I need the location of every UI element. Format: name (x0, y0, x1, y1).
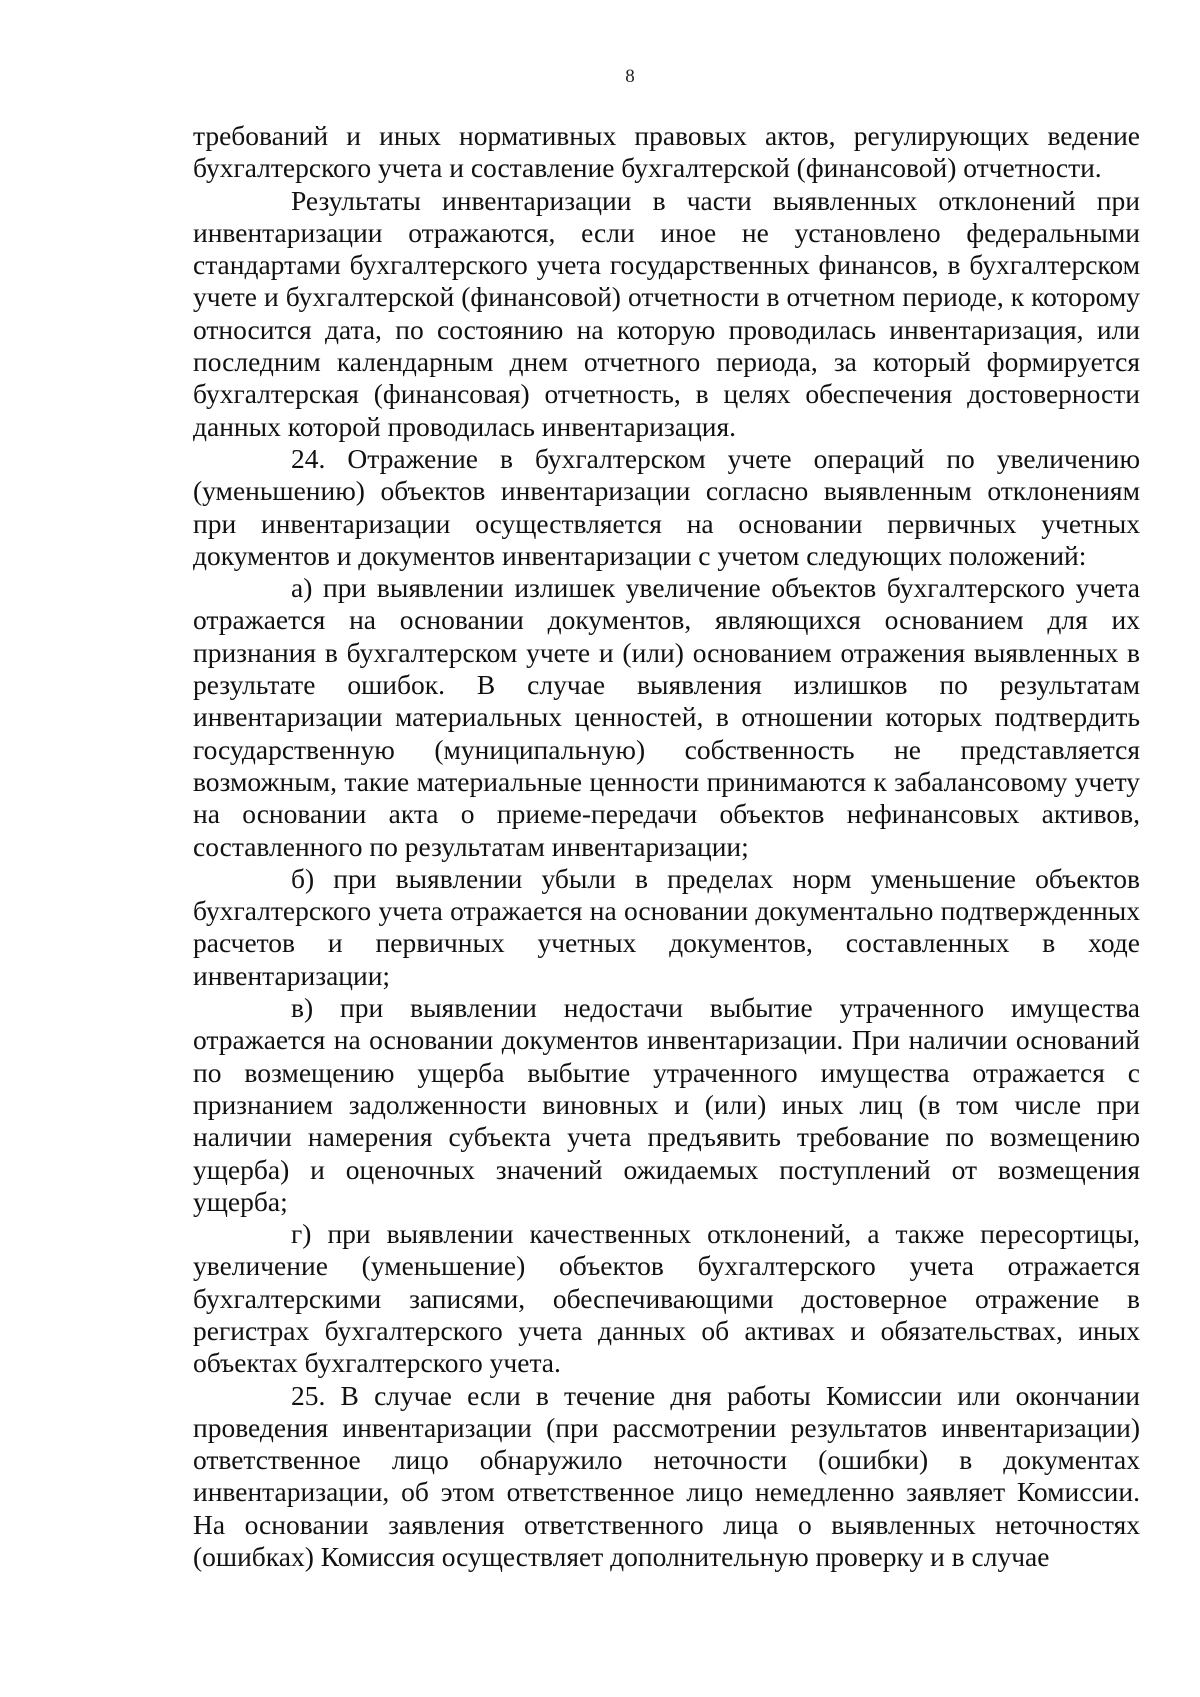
paragraph: 25. В случае если в течение дня работы Комиссии или окончании проведения инвентаризации (при рассмотрении результатов инвентаризации) ответственное лицо обнаружило неточности (ошибки) в документах инвентаризации, об этом ответственное лицо немедленно заявляет Комиссии. На основании заявления ответственного лица о выявленных неточностях (ошибках) Комиссия осуществляет дополнительную проверку и в случае (193, 1379, 1140, 1573)
paragraph: б) при выявлении убыли в пределах норм уменьшение объектов бухгалтерского учета отражается на основании документально подтвержденных расчетов и первичных учетных документов, составленных в ходе инвентаризации; (193, 862, 1140, 991)
paragraph: а) при выявлении излишек увеличение объектов бухгалтерского учета отражается на основании документов, являющихся основанием для их признания в бухгалтерском учете и (или) основанием отражения выявленных в результате ошибок. В случае выявления излишков по результатам инвентаризации материальных ценностей, в отношении которых подтвердить государственную (муниципальную) собственность не представляется возможным, такие материальные ценности принимаются к забалансовому учету на основании акта о приеме-передачи объектов нефинансовых активов, составленного по результатам инвентаризации; (193, 572, 1140, 862)
paragraph: Результаты инвентаризации в части выявленных отклонений при инвентаризации отражаются, если иное не установлено федеральными стандартами бухгалтерского учета государственных финансов, в бухгалтерском учете и бухгалтерской (финансовой) отчетности в отчетном периоде, к которому относится дата, по состоянию на которую проводилась инвентаризация, или последним календарным днем отчетного периода, за который формируется бухгалтерская (финансовая) отчетность, в целях обеспечения достоверности данных которой проводилась инвентаризация. (193, 184, 1140, 442)
page-number: 8 (625, 66, 635, 87)
document-body (193, 120, 1140, 1573)
paragraph: 24. Отражение в бухгалтерском учете операций по увеличению (уменьшению) объектов инвентаризации согласно выявленным отклонениям при инвентаризации осуществляется на основании первичных учетных документов и документов инвентаризации с учетом следующих положений: (193, 442, 1140, 571)
paragraph: требований и иных нормативных правовых актов, регулирующих ведение бухгалтерского учета и составление бухгалтерской (финансовой) отчетности. (193, 120, 1140, 184)
paragraph: г) при выявлении качественных отклонений, а также пересортицы, увеличение (уменьшение) объектов бухгалтерского учета отражается бухгалтерскими записями, обеспечивающими достоверное отражение в регистрах бухгалтерского учета данных об активах и обязательствах, иных объектах бухгалтерского учета. (193, 1218, 1140, 1379)
paragraph: в) при выявлении недостачи выбытие утраченного имущества отражается на основании документов инвентаризации. При наличии оснований по возмещению ущерба выбытие утраченного имущества отражается с признанием задолженности виновных и (или) иных лиц (в том числе при наличии намерения субъекта учета предъявить требование по возмещению ущерба) и оценочных значений ожидаемых поступлений от возмещения ущерба; (193, 992, 1140, 1217)
